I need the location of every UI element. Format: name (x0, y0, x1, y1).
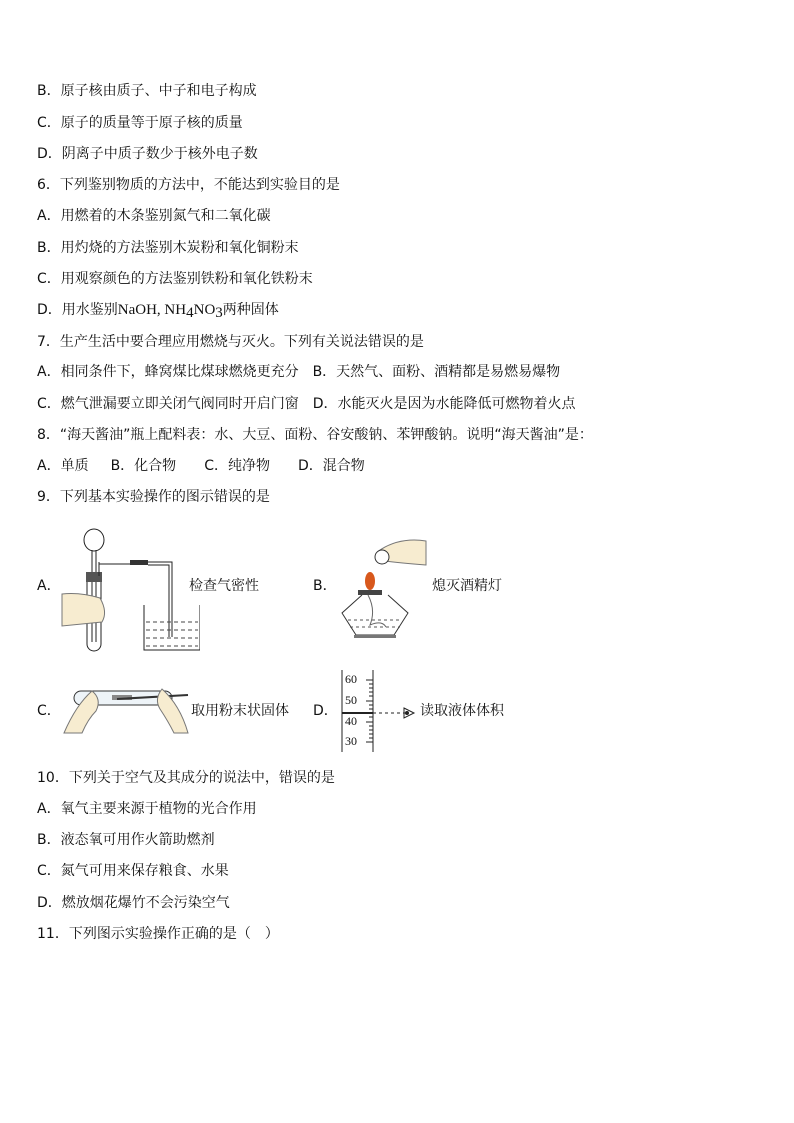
q9-c-letter: C． (37, 703, 61, 719)
q9-stem: 9．下列基本实验操作的图示错误的是 (37, 489, 270, 505)
q7-option-c: C．燃气泄漏要立即关闭气阀同时开启门窗 (37, 396, 299, 412)
alcohol-lamp-figure (340, 535, 430, 640)
q6-d-suffix: 两种固体 (222, 302, 279, 318)
q9-c-label: 取用粉末状固体 (191, 703, 289, 719)
q10-option-c: C．氮气可用来保存粮食、水果 (37, 863, 229, 879)
formula-naoh-nh: NaOH, NH (117, 302, 187, 318)
q10-option-a: A．氧气主要来源于植物的光合作用 (37, 801, 257, 817)
q7-options-ab (37, 363, 560, 381)
graduated-cylinder-figure (340, 670, 420, 752)
q9-b-label: 熄灭酒精灯 (432, 578, 502, 594)
subscript: 4 (186, 305, 194, 321)
q6-option-b: B．用灼烧的方法鉴别木炭粉和氧化铜粉末 (37, 240, 299, 256)
q9-b-letter: B． (313, 578, 337, 594)
q7-option-b: B．天然气、面粉、酒精都是易燃易爆物 (312, 364, 561, 380)
q7-options-cd (37, 395, 576, 413)
subscript: 3 (215, 305, 223, 321)
q9-a-label: 检查气密性 (189, 578, 259, 594)
q9-d-label: 读取液体体积 (420, 703, 504, 719)
q11-stem: 11．下列图示实验操作正确的是（ ） (37, 926, 279, 942)
q8-option-a: A．单质 (37, 458, 89, 474)
powder-test-tube-figure (62, 685, 190, 735)
q6-stem: 6．下列鉴别物质的方法中，不能达到实验目的是 (37, 177, 340, 193)
q8-option-d: D．混合物 (297, 458, 365, 474)
q9-d-letter: D． (313, 703, 338, 719)
q7-option-d: D．水能灭火是因为水能降低可燃物着火点 (312, 396, 576, 412)
q9-a-letter: A． (37, 578, 61, 594)
q8-option-b: B．化合物 (110, 458, 177, 474)
q8-option-c: C．纯净物 (204, 458, 270, 474)
tick-50: 50 (345, 693, 357, 707)
q6-option-a: A．用燃着的木条鉴别氮气和二氧化碳 (37, 208, 271, 224)
tick-40: 40 (345, 714, 357, 728)
q7-stem: 7．生产生活中要合理应用燃烧与灭火。下列有关说法错误的是 (37, 334, 424, 350)
q10-option-d: D．燃放烟花爆竹不会污染空气 (37, 895, 230, 911)
tick-60: 60 (345, 672, 357, 686)
q5-option-b: B．原子核由质子、中子和电子构成 (37, 83, 257, 99)
q7-option-a: A．相同条件下，蜂窝煤比煤球燃烧更充分 (37, 364, 299, 380)
q8-stem: 8．“海天酱油”瓶上配料表：水、大豆、面粉、谷安酸钠、苯钾酸钠。说明“海天酱油”是： (37, 427, 593, 443)
q10-stem: 10．下列关于空气及其成分的说法中，错误的是 (37, 770, 335, 786)
formula-no: NO (193, 302, 216, 318)
q6-d-prefix: D．用水鉴别 (37, 302, 118, 318)
q6-option-c: C．用观察颜色的方法鉴别铁粉和氧化铁粉末 (37, 271, 313, 287)
q8-options (37, 457, 365, 475)
airtightness-apparatus-figure (60, 522, 200, 652)
q5-option-d: D．阴离子中质子数少于核外电子数 (37, 146, 258, 162)
tick-30: 30 (345, 734, 357, 748)
q6-option-d (37, 301, 279, 322)
q10-option-b: B．液态氧可用作火箭助燃剂 (37, 832, 215, 848)
q5-option-c: C．原子的质量等于原子核的质量 (37, 115, 243, 131)
